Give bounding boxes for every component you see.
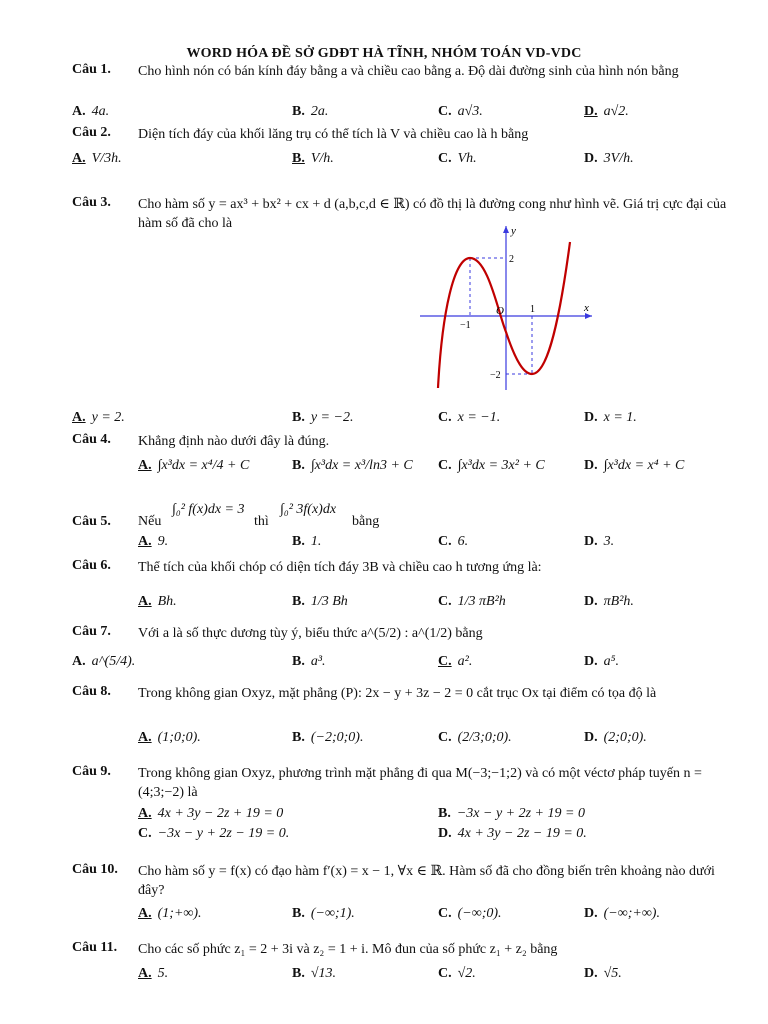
question-text: Diện tích đáy của khối lăng trụ có thể tích là V và chiều cao là h bằng [138,127,529,142]
option-a[interactable]: A. (1;+∞). [138,906,202,921]
option-b[interactable]: B. y = −2. [292,410,354,425]
question-text: Trong không gian Oxyz, phương trình mặt phẳng đi qua M(−3;−1;2) và có một véctơ pháp tuyến n = (4;3;−2) là [138,766,702,800]
option-c[interactable]: C. −3x − y + 2z − 19 = 0. [138,826,290,841]
question-text: Trong không gian Oxyz, mặt phẳng (P): 2x − y + 3z − 2 = 0 cắt trục Ox tại điểm có tọa độ là [138,686,657,701]
tick-label: 1 [530,304,535,315]
option-d[interactable]: D. ∫x³dx = x⁴ + C [584,458,685,473]
question-label: Câu 9. [72,764,111,779]
integral-given: ∫₀² f(x)dx = 3 [172,502,245,517]
question-text: Với a là số thực dương tùy ý, biểu thức a^(5/2) : a^(1/2) bằng [138,626,483,641]
option-d[interactable]: D. a⁵. [584,654,619,669]
tick-label: −1 [460,320,471,331]
question-text: Cho hình nón có bán kính đáy bằng a và chiều cao bằng a. Độ dài đường sinh của hình nón bằng [138,64,679,79]
option-d[interactable]: D. 3V/h. [584,151,634,166]
option-a[interactable]: A. (1;0;0). [138,730,201,745]
question-label: Câu 6. [72,558,111,573]
question-label: Câu 8. [72,684,111,699]
y-axis-arrow-icon [503,226,509,233]
option-d[interactable]: D. πB²h. [584,594,634,609]
option-d[interactable]: D. 3. [584,534,615,549]
x-axis-label: x [584,302,589,314]
question-label: Câu 3. [72,195,111,210]
cubic-graph [420,222,596,392]
question-text: Thể tích của khối chóp có diện tích đáy 3B và chiều cao h tương ứng là: [138,560,542,575]
option-a[interactable]: A. a^(5/4). [72,654,136,669]
option-c[interactable]: C. (−∞;0). [438,906,502,921]
page-title: WORD HÓA ĐỀ SỞ GDĐT HÀ TĨNH, NHÓM TOÁN VD-VDC [186,46,582,61]
question-text: Cho hàm số y = f(x) có đạo hàm f′(x) = x − 1, ∀x ∈ ℝ. Hàm số đã cho đồng biến trên khoảng nào dưới đây? [138,864,715,898]
y-axis-label: y [511,225,516,237]
question-text: thì [254,514,269,529]
option-d[interactable]: D. (2;0;0). [584,730,647,745]
option-b[interactable]: B. √13. [292,966,337,981]
option-a[interactable]: A. 4x + 3y − 2z + 19 = 0 [138,806,284,821]
option-a[interactable]: A. 5. [138,966,169,981]
question-text: Nếu [138,514,162,529]
option-b[interactable]: B. 1. [292,534,322,549]
option-a[interactable]: A. Bh. [138,594,177,609]
cubic-curve [438,242,570,388]
option-a[interactable]: A. 4a. [72,104,110,119]
option-b[interactable]: B. (−2;0;0). [292,730,364,745]
option-c[interactable]: C. 6. [438,534,469,549]
option-a[interactable]: A. V/3h. [72,151,122,166]
option-c[interactable]: C. 1/3 πB²h [438,594,506,609]
question-text: Cho hàm số y = ax³ + bx² + cx + d (a,b,c,d ∈ ℝ) có đồ thị là đường cong như hình vẽ. Giá trị cực đại của hàm số đã cho là [138,197,727,231]
tick-label: 2 [509,254,514,265]
question-label: Câu 4. [72,432,111,447]
option-b[interactable]: B. ∫x³dx = x³/ln3 + C [292,458,413,473]
question-text: Khẳng định nào dưới đây là đúng. [138,434,330,449]
option-b[interactable]: B. 1/3 Bh [292,594,348,609]
option-b[interactable]: B. 2a. [292,104,329,119]
option-b[interactable]: B. V/h. [292,151,334,166]
option-c[interactable]: C. x = −1. [438,410,501,425]
option-a[interactable]: A. 9. [138,534,169,549]
option-b[interactable]: B. −3x − y + 2z + 19 = 0 [438,806,585,821]
option-d[interactable]: D. a√2. [584,104,629,119]
question-label: Câu 5. [72,514,111,529]
integral-asked: ∫₀² 3f(x)dx [280,502,337,517]
option-c[interactable]: C. a². [438,654,473,669]
option-a[interactable]: A. y = 2. [72,410,125,425]
option-d[interactable]: D. 4x + 3y − 2z − 19 = 0. [438,826,587,841]
question-label: Câu 2. [72,125,111,140]
option-c[interactable]: C. a√3. [438,104,483,119]
option-c[interactable]: C. Vh. [438,151,477,166]
option-a[interactable]: A. ∫x³dx = x⁴/4 + C [138,458,250,473]
option-b[interactable]: B. (−∞;1). [292,906,355,921]
question-text: Cho các số phức z₁ = 2 + 3i và z₂ = 1 + i. Mô đun của số phức z₁ + z₂ bằng [138,942,558,957]
option-d[interactable]: D. √5. [584,966,622,981]
question-text: bằng [352,514,380,529]
option-c[interactable]: C. (2/3;0;0). [438,730,512,745]
question-label: Câu 10. [72,862,118,877]
option-d[interactable]: D. x = 1. [584,410,637,425]
option-d[interactable]: D. (−∞;+∞). [584,906,660,921]
option-b[interactable]: B. a³. [292,654,326,669]
option-c[interactable]: C. √2. [438,966,476,981]
tick-label: −2 [490,370,501,381]
question-label: Câu 11. [72,940,118,955]
question-label: Câu 1. [72,62,111,77]
origin-label: O [496,305,504,317]
option-c[interactable]: C. ∫x³dx = 3x² + C [438,458,545,473]
question-label: Câu 7. [72,624,111,639]
